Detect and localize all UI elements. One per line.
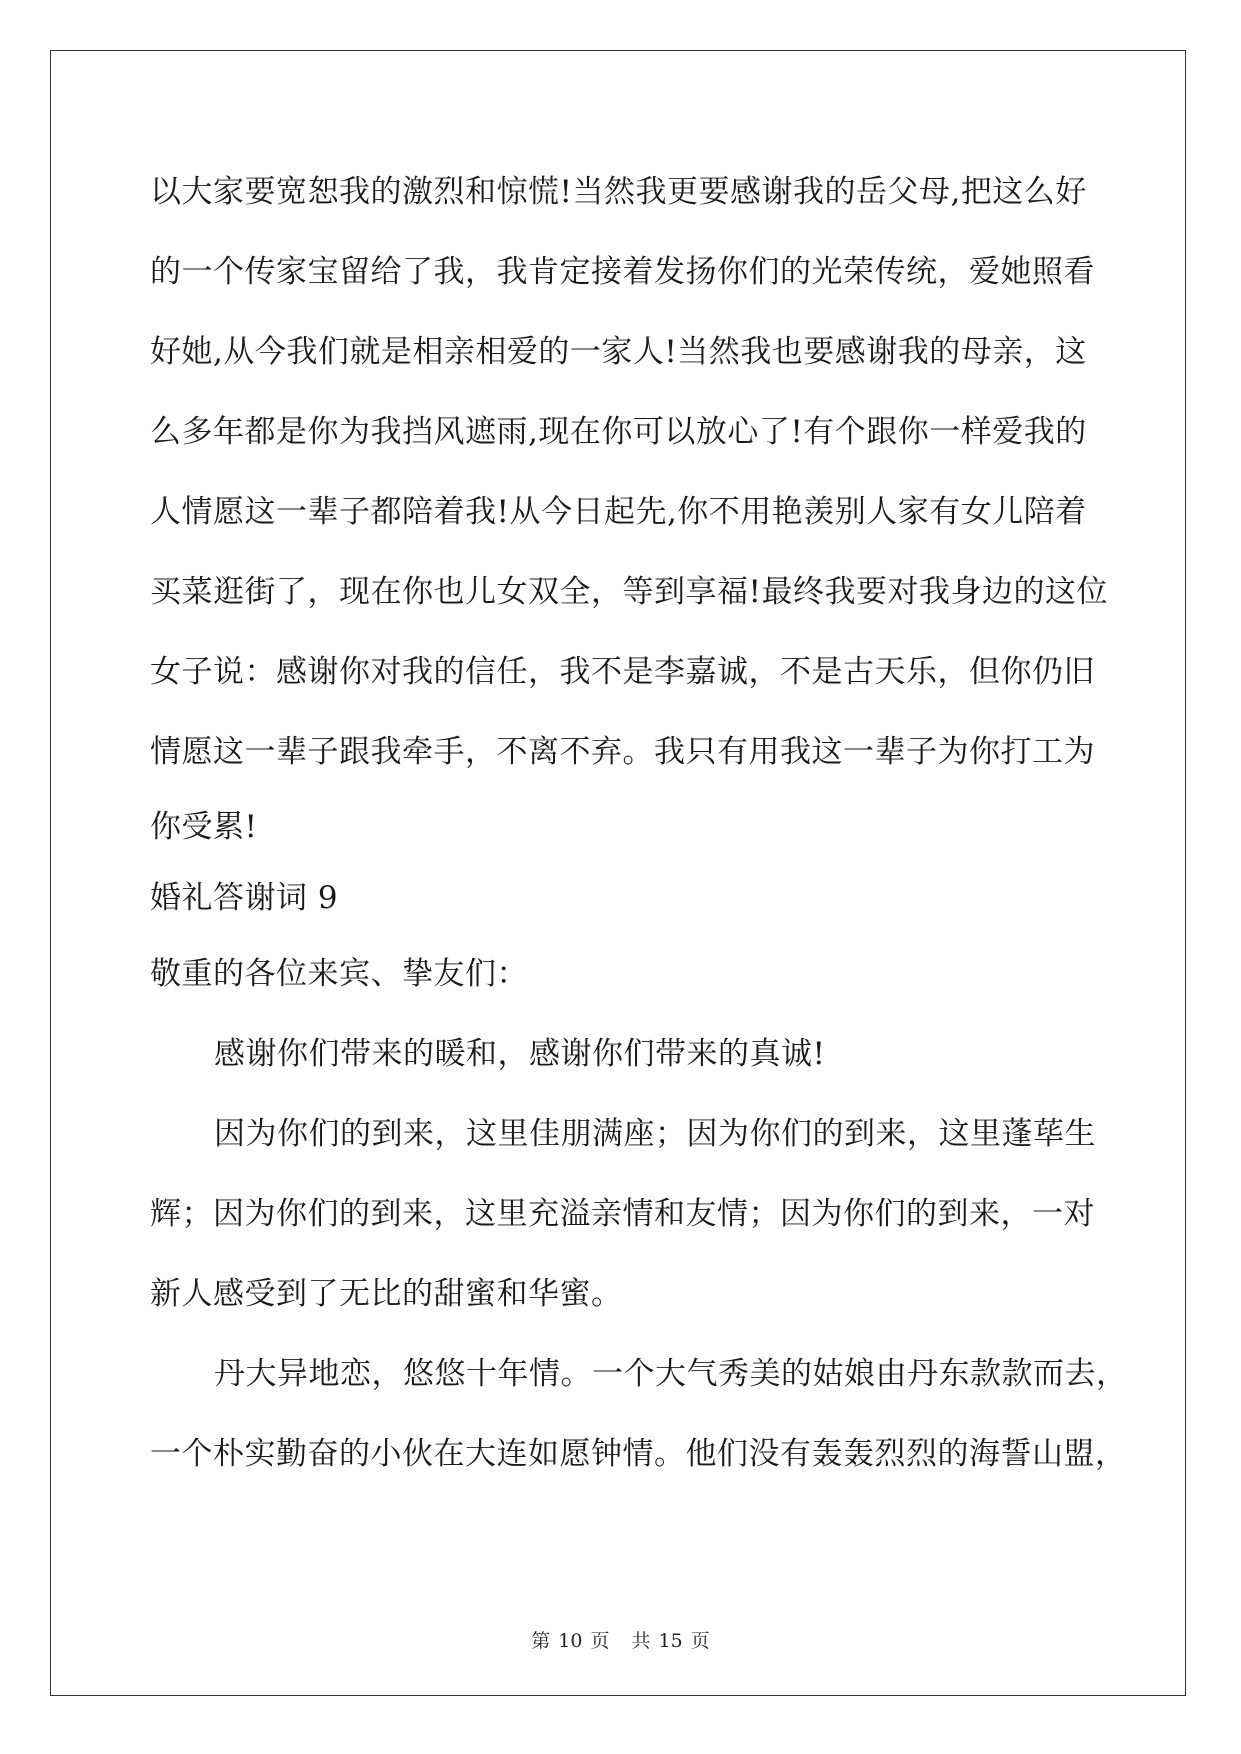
text-line: 好她,从今我们就是相亲相爱的一家人!当然我也要感谢我的母亲，这 <box>150 334 1087 370</box>
paragraph-line: 一个朴实勤奋的小伙在大连如愿钟情。他们没有轰轰烈烈的海誓山盟， <box>150 1436 1127 1472</box>
paragraph-line: 丹大异地恋，悠悠十年情。一个大气秀美的姑娘由丹东款款而去， <box>214 1356 1128 1392</box>
text-line: 买菜逛街了，现在你也儿女双全，等到享福!最终我要对我身边的这位 <box>150 574 1108 610</box>
section-heading: 婚礼答谢词 9 <box>150 880 339 916</box>
text-line: 么多年都是你为我挡风遮雨,现在你可以放心了!有个跟你一样爱我的 <box>150 414 1087 450</box>
text-line: 你受累! <box>150 809 258 845</box>
text-line: 以大家要宽恕我的激烈和惊慌!当然我更要感谢我的岳父母,把这么好 <box>150 174 1087 210</box>
text-line: 女子说：感谢你对我的信任，我不是李嘉诚，不是古天乐，但你仍旧 <box>150 654 1095 690</box>
paragraph-line: 感谢你们带来的暖和，感谢你们带来的真诚! <box>214 1036 826 1072</box>
paragraph-line: 新人感受到了无比的甜蜜和华蜜。 <box>150 1276 623 1312</box>
paragraph-line: 辉；因为你们的到来，这里充溢亲情和友情；因为你们的到来，一对 <box>150 1196 1095 1232</box>
page-number-current: 第 10 页 <box>531 1630 610 1652</box>
document-body <box>150 152 1128 1494</box>
salutation: 敬重的各位来宾、挚友们： <box>150 956 528 992</box>
page-number-total: 共 15 页 <box>631 1630 710 1652</box>
page-footer <box>0 1626 1241 1653</box>
text-line: 的一个传家宝留给了我，我肯定接着发扬你们的光荣传统，爱她照看 <box>150 254 1095 290</box>
text-line: 情愿这一辈子跟我牵手，不离不弃。我只有用我这一辈子为你打工为 <box>150 734 1095 770</box>
paragraph-line: 因为你们的到来，这里佳朋满座；因为你们的到来，这里蓬荜生 <box>214 1116 1096 1152</box>
text-line: 人情愿这一辈子都陪着我!从今日起先,你不用艳羡别人家有女儿陪着 <box>150 494 1087 530</box>
